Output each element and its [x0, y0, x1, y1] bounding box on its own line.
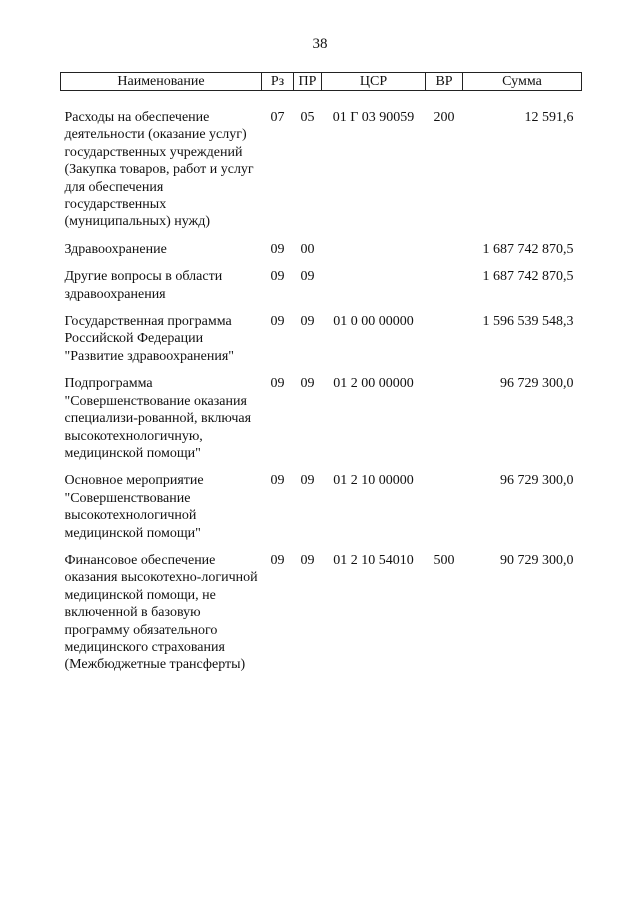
header-name: Наименование — [61, 73, 262, 91]
table-row — [61, 313, 582, 375]
row-vr — [426, 472, 463, 552]
row-name: Государственная программа Российской Федерации "Развитие здравоохранения" — [64, 314, 235, 364]
row-sum: 90 729 300,0 — [500, 552, 574, 568]
row-name: Другие вопросы в области здравоохранения — [64, 269, 223, 302]
row-vr — [426, 268, 463, 313]
budget-table — [60, 72, 582, 684]
row-name: Здравоохранение — [64, 241, 167, 257]
table-row — [61, 109, 582, 241]
row-name: Подпрограмма "Совершенствование оказания специализи-рованной, включая высокотехнологичную, медицинской помощи" — [64, 376, 252, 461]
header-pr: ПР — [294, 73, 322, 91]
table-row — [61, 268, 582, 313]
table-row — [61, 552, 582, 684]
row-vr — [426, 313, 463, 375]
row-pr: 09 — [300, 269, 315, 285]
table-header — [61, 73, 582, 91]
row-name: Основное мероприятие "Совершенствование высокотехнологичной медицинской помощи" — [64, 473, 204, 541]
row-vr — [426, 375, 463, 472]
table-row — [61, 241, 582, 268]
header-sum: Сумма — [463, 73, 582, 91]
row-pr: 05 — [300, 110, 315, 125]
row-sum: 96 729 300,0 — [500, 473, 574, 489]
row-csr: 01 2 00 00000 — [333, 376, 414, 392]
row-rz: 09 — [270, 241, 285, 257]
row-csr: 01 Г 03 90059 — [332, 110, 415, 125]
row-csr: 01 2 10 54010 — [333, 552, 414, 568]
row-pr: 09 — [300, 552, 315, 568]
header-rz: Рз — [262, 73, 294, 91]
table-row — [61, 472, 582, 552]
row-rz: 09 — [270, 269, 285, 285]
row-csr — [322, 241, 426, 268]
row-vr: 200 — [433, 110, 455, 125]
row-vr — [426, 241, 463, 268]
row-pr: 00 — [300, 241, 315, 257]
row-sum: 1 687 742 870,5 — [482, 241, 574, 257]
row-csr: 01 0 00 00000 — [333, 314, 414, 330]
row-pr: 09 — [300, 473, 315, 489]
row-pr: 09 — [300, 314, 315, 330]
row-rz: 09 — [270, 473, 285, 489]
row-sum: 1 687 742 870,5 — [482, 269, 574, 285]
row-rz: 09 — [270, 552, 285, 568]
row-sum: 12 591,6 — [524, 110, 574, 125]
row-pr: 09 — [300, 376, 315, 392]
row-name: Расходы на обеспечение деятельности (оказание услуг) государственных учреждений (Закупка товаров, работ и услуг для обеспечения государственных (муниципальных) нужд) — [64, 110, 254, 230]
header-vr: ВР — [426, 73, 463, 91]
header-csr: ЦСР — [322, 73, 426, 91]
page-number: 38 — [312, 36, 328, 52]
row-csr — [322, 268, 426, 313]
row-rz: 09 — [270, 376, 285, 392]
table-row — [61, 375, 582, 472]
row-rz: 07 — [270, 110, 285, 125]
row-vr: 500 — [433, 552, 455, 568]
row-rz: 09 — [270, 314, 285, 330]
row-name: Финансовое обеспечение оказания высокотехно-логичной медицинской помощи, не включенной в базовую программу обязательного медицинского страхования (Межбюджетные трансферты) — [64, 552, 258, 673]
row-sum: 96 729 300,0 — [500, 376, 574, 392]
row-sum: 1 596 539 548,3 — [482, 314, 574, 330]
row-csr: 01 2 10 00000 — [333, 473, 414, 489]
